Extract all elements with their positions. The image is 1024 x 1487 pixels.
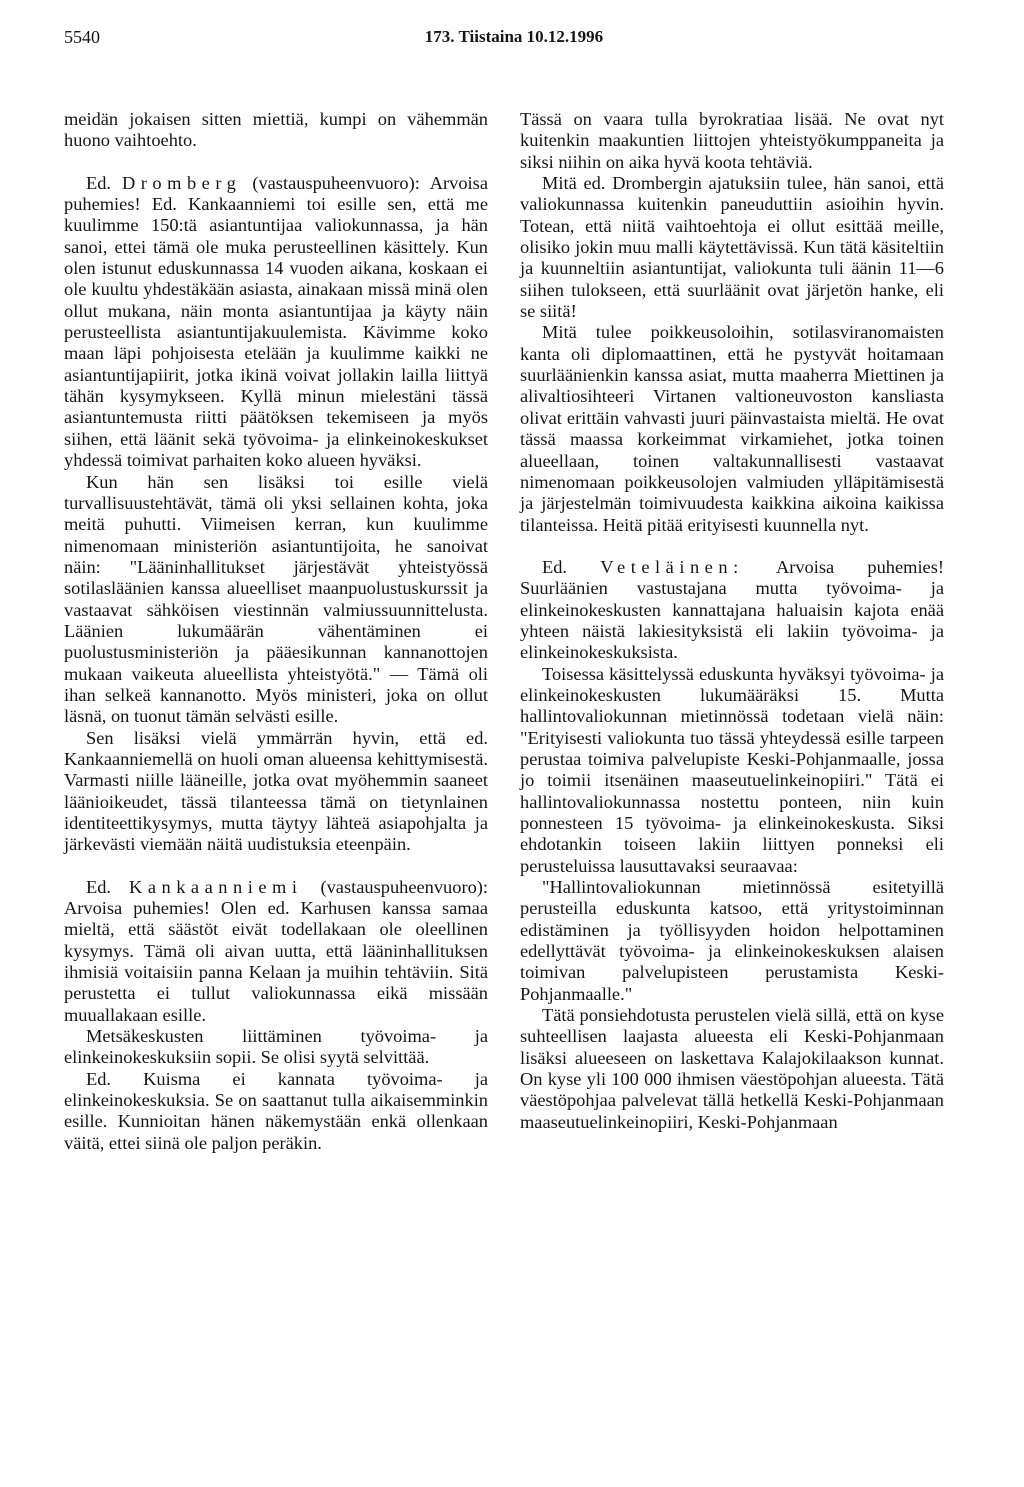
speaker-name: Veteläinen: [600,556,744,577]
paragraph: Toisessa käsittelyssä eduskunta hyväksyi työvoima- ja elinkeinokeskusten lukumääräksi 15. Mutta hallintovaliokunnan mietinnössä todetaan vielä näin: "Erityisesti valiokunta tuo tässä yhteydessä esille tarpeen perustaa toimiva palvelupiste Keski-Pohjanmaalle, jossa jo toimii itsenäinen maaseutuelinkeinopiiri." Tätä ei hallintovaliokunnassa nostettu ponteen, niin kuin ponnesteen 15 työvoima- ja elinkeinokeskusta. Siksi ehdotankin toiseen lakiin liittyen ponneksi eli perusteluissa lausuttavaksi seuraavaa: [520,663,944,876]
speech-kankaanniemi [64,877,488,1026]
page-header [64,22,964,52]
paragraph: "Hallintovaliokunnan mietinnössä esitetyillä perusteilla eduskunta katsoo, että yritystoiminnan edistäminen ja työllisyyden hoidon helpottaminen edellyttävät työvoima- ja elinkeinokeskuksen alaisen toimivan palvelupisteen perustamista Keski-Pohjanmaalle." [520,877,944,1004]
paragraph: Kun hän sen lisäksi toi esille vielä turvallisuustehtävät, tämä oli yksi sellainen kohta, joka meitä puhutti. Viimeisen kerran, kun kuulimme nimenomaan ministeriön asiantuntijoita, he sanoivat näin: "Lääninhallitukset järjestävät yhteistyössä sotilasläänien kanssa alueelliset maanpuolustuskurssit ja vastaavat sähköisen viestinnän valmiussuunnittelusta. Läänien lukumäärän vähentäminen ei puolustusministeriön ja pääesikunnan kannanottojen mukaan vaikeuta alueellista yhteistyötä." — Tämä oli ihan selkeä kannanotto. Myös ministeri, joka on ollut läsnä, on tuonut tämän selvästi esille. [64,471,488,727]
speech-text: Arvoisa puhemies! Suurläänien vastustajana mutta työvoima- ja elinkeinokeskusten kannattajana haluaisin kajota enää yhteen näistä lakiesityksistä eli lakiin työvoima- ja elinkeinokeskuksista. [520,556,944,663]
paragraph: Tätä ponsiehdotusta perustelen vielä sillä, että on kyse suhteellisen laajasta alueesta eli Keski-Pohjanmaan lisäksi alueeseen on laskettava Kalajokilaakson kunnat. On kyse yli 100 000 ihmisen väestöpohjan alueesta. Tätä väestöpohjaa palvelevat tällä hetkellä Keski-Pohjanmaan maaseutuelinkeinopiiri, Keski-Pohjanmaan [520,1005,944,1132]
speaker-name: Kankaanniemi [129,876,303,897]
speaker-name: Dromberg [121,172,242,193]
paragraph: meidän jokaisen sitten miettiä, kumpi on vähemmän huono vaihtoehto. [64,109,488,151]
speech-prefix: Ed. [86,876,112,897]
right-column [520,109,944,1133]
page-number: 5540 [64,27,100,47]
speech-prefix: Ed. [86,172,112,193]
speech-dromberg [64,173,488,472]
paragraph: Sen lisäksi vielä ymmärrän hyvin, että ed. Kankaanniemellä on huoli oman alueensa kehittymisestä. Varmasti niille lääneille, jotka ovat myöhemmin saaneet läänioikeudet, tässä tilanteessa tämä on tietynlainen identiteettikysymys, mutta täytyy lähteä asiapohjalta ja järkevästi viemään näitä uudistuksia eteenpäin. [64,727,488,855]
paragraph: Metsäkeskusten liittäminen työvoima- ja elinkeinokeskuksiin sopii. Se olisi syytä selvittää. [64,1026,488,1068]
paragraph: Mitä tulee poikkeusoloihin, sotilasviranomaisten kanta oli diplomaattinen, että he pystyvät hoitamaan suurläänienkin kanssa asiat, mutta maaherra Miettinen ja alivaltiosihteeri Virtanen valtioneuvoston kansliasta olivat erittäin vahvasti juuri päinvastaista mieltä. He ovat tässä maassa korkeimmat virkamiehet, jotka toinen alueellaan, toinen valtakunnallisesti vastaavat nimenomaan poikkeusolojen valmiuden ylläpitämisestä ja järjestelmän toimivuudesta kaikkina aikoina kaikissa tilanteissa. Heitä pitää erityisesti kuunnella nyt. [520,322,944,535]
paragraph: Mitä ed. Drombergin ajatuksiin tulee, hän sanoi, että valiokunnassa kuitenkin paneuduttiin asioihin hyvin. Totean, että niitä vaihtoehtoja ei ollut esittää meille, olisiko jokin muu malli käytettävissä. Kun tätä käsiteltiin ja kuunneltiin asiantuntijat, valiokunta tuli äänin 11—6 siihen tulokseen, että suurläänit ovat järjetön hanke, eli se siitä! [520,173,944,322]
speech-prefix: Ed. [542,556,568,577]
paragraph: Ed. Kuisma ei kannata työvoima- ja elinkeinokeskuksia. Se on saattanut tulla aikaisemminkin esille. Kunnioitan hänen näkemystään enkä ollenkaan väitä, ettei siinä ole paljon peräkin. [64,1068,488,1153]
speech-vetelainen [520,557,944,664]
speech-text: (vastauspuheenvuoro): Arvoisa puhemies! Olen ed. Karhusen kanssa samaa mieltä, että säästöt eivät todellakaan ole oleellinen kysymys. Tämä oli aivan uutta, että lääninhallituksen ihmisiä voitaisiin panna Kelaan ja muihin tehtäviin. Sitä perustetta ei tullut valiokunnassa eikä missään muuallakaan esille. [64,876,488,1025]
session-title: 173. Tiistaina 10.12.1996 [424,27,604,46]
speech-text: (vastauspuheenvuoro): Arvoisa puhemies! Ed. Kankaanniemi toi esille sen, että me kuulimme 150:tä asiantuntijaa valiokunnassa, ja hän sanoi, ettei tämä ole muka perusteellinen käsittely. Kun olen istunut eduskunnassa 14 vuoden aikana, koskaan ei ole kuultu yhdestäkään asiasta, ainakaan missä minä olen ollut mukana, näin monta asiantuntijaa ja käyty näin perusteellista asiantuntijakuulemista. Kävimme koko maan läpi pohjoisesta etelään ja kuulimme kaikki ne asiantuntijapiirit, jotka ikinä voivat jollakin lailla liittyä tähän kysymykseen. Kyllä minun mielestäni tässä asiantuntemusta riitti päätöksen tekemiseen ja myös siihen, että läänit sekä työvoima- ja elinkeinokeskukset yhdessä toimivat parhaiten koko alueen hyväksi. [64,172,488,471]
paragraph: Tässä on vaara tulla byrokratiaa lisää. Ne ovat nyt kuitenkin maakuntien liittojen yhteistyökumppaneita ja siksi niihin on aika hyvä koota tehtäviä. [520,109,944,172]
left-column [64,109,488,1154]
